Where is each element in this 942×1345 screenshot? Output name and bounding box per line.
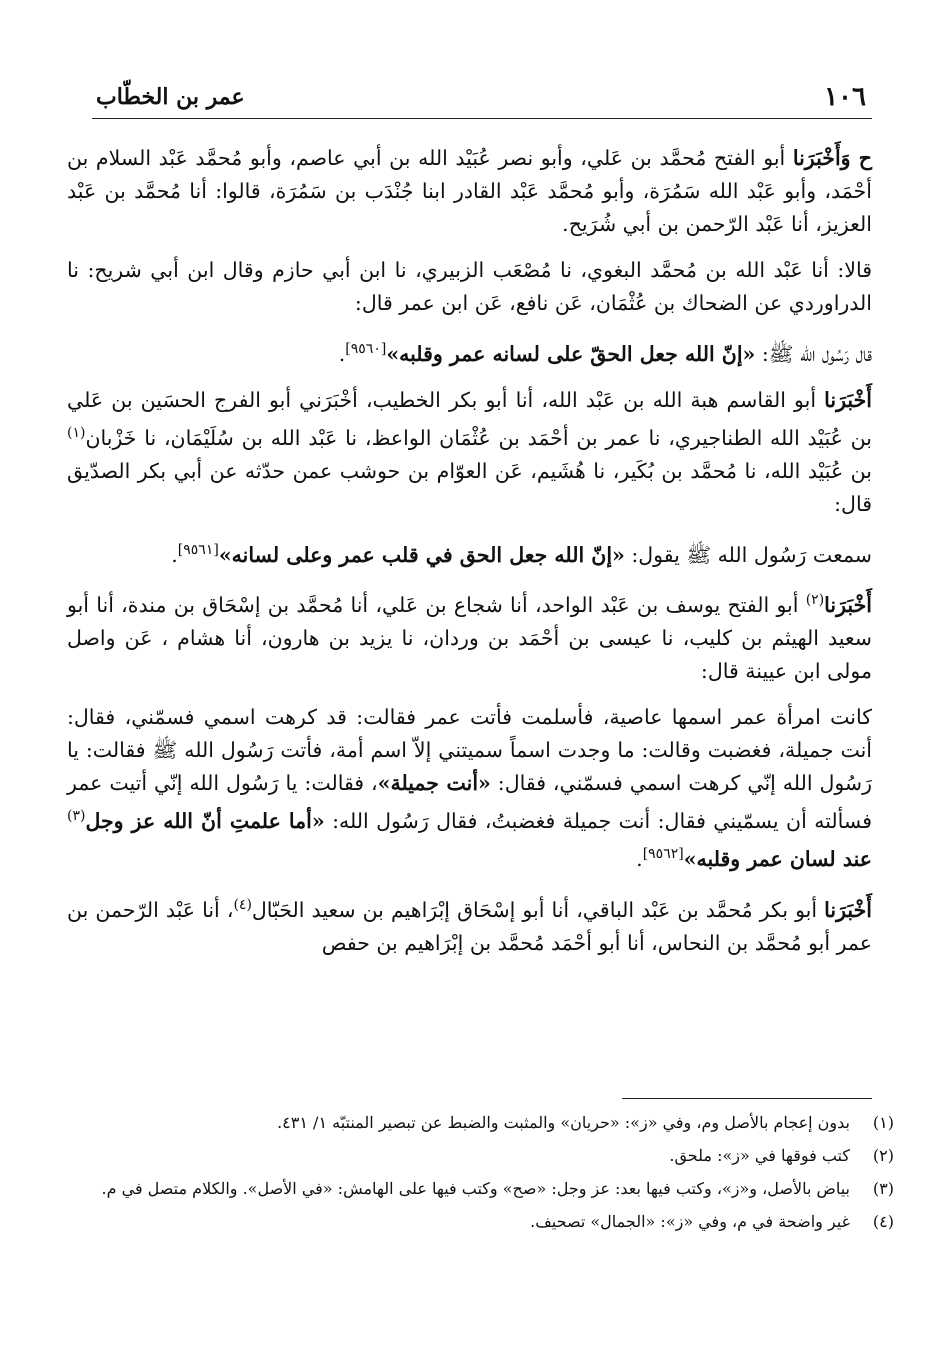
footnote-3 <box>84 1176 894 1201</box>
paragraph-end: . <box>636 846 643 871</box>
footnote-text: كتب فوقها في «ز»: ملحق. <box>669 1146 850 1165</box>
paragraph-text: قالا: أنا عَبْد الله بن مُحمَّد البغوي، نا مُصْعَب الزبيري، نا ابن أبي حازم وقال ابن أبي شريح: نا الدراوردي عن الضحاك بن عُثْمَان، عَن نافع، عَن ابن عمر قال: <box>67 258 872 315</box>
footnote-marker: (٤) <box>233 896 252 913</box>
footnote-text: بياض بالأصل، و«ز»، وكتب فيها بعد: عز وجل: «صح» وكتب فيها على الهامش: «في الأصل». والكلام متصل في م. <box>101 1179 850 1198</box>
footnote-4 <box>84 1209 894 1234</box>
hadith-number: [٩٥٦١] <box>177 541 219 558</box>
hadith-quote: «إنّ الله جعل الحقّ على لسانه عمر وقلبه» <box>386 341 756 366</box>
paragraph-1 <box>67 142 872 241</box>
paragraph-text-continued: ، أنا عَبْد الرّحمن بن عمر أبو مُحمَّد بن النحاس، أنا أبو أحْمَد مُحمَّد بن إبْرَاهيم بن حفص <box>67 897 872 955</box>
paragraph-5 <box>67 534 872 572</box>
main-text <box>67 142 872 973</box>
footnotes <box>84 1110 894 1242</box>
paragraph-4 <box>67 384 872 521</box>
hadith-number: [٩٥٦٢] <box>642 846 684 863</box>
paragraph-text-continued: ، فقالت: يا رَسُول الله إنّي أتيت عمر فسألته أن يسمّيني فقال: أنت جميلة فغضبتُ، فقال رَسُول الله: <box>67 771 873 834</box>
footnote-1 <box>84 1110 894 1135</box>
footnote-marker: (٣) <box>67 808 86 825</box>
paragraph-text: أبو القاسم هبة الله بن عَبْد الله، أنا أبو بكر الخطيب، أخْبَرَني أبو الفرج الحسَين بن عَلي بن عُبَيْد الله الطناجيري، نا عمر بن أحْمَد بن عُثْمَان الواعظ، نا عَبْد الله بن سُلَيْمَان، نا خَزْبان <box>67 387 872 450</box>
page-number: ١٠٦ <box>824 82 866 112</box>
paragraph-end: . <box>338 341 346 366</box>
paragraph-text: قال رَسُول الله ﷺ: <box>755 341 872 366</box>
hadith-quote: «أما علمتِ أنّ الله عز وجل <box>85 809 325 834</box>
paragraph-2 <box>67 254 872 320</box>
paragraph-text: سمعت رَسُول الله ﷺ يقول: <box>624 542 872 567</box>
footnote-text: غير واضحة في م، وفي «ز»: «الجمال» تصحيف. <box>530 1212 850 1231</box>
isnad-lead: أَخْبَرَنا <box>824 387 872 412</box>
paragraph-text: أبو الفتح يوسف بن عَبْد الواحد، أنا شجاع بن عَلي، أنا مُحمَّد بن إسْحَاق بن مندة، أنا أبو سعيد الهيثم بن كليب، نا عيسى بن أحْمَد بن وردان، نا يزيد بن هارون، أنا هشام ، عَن واصل مولى ابن عيينة قال: <box>67 593 872 684</box>
footnote-text: بدون إعجام بالأصل وم، وفي «ز»: «حريان» والمثبت والضبط عن تبصير المنتبّه ١/ ٤٣١. <box>277 1113 850 1132</box>
book-title: عمر بن الخطّاب <box>96 84 245 110</box>
hadith-number: [٩٥٦٠] <box>345 341 387 357</box>
paragraph-7 <box>67 701 872 876</box>
paragraph-8 <box>67 889 872 960</box>
hadith-quote: «إنّ الله جعل الحق في قلب عمر وعلى لسانه» <box>218 542 625 567</box>
paragraph-3 <box>67 333 872 371</box>
footnote-number: (٢) <box>872 1146 894 1165</box>
paragraph-6 <box>67 584 872 688</box>
paragraph-text: أبو بكر مُحمَّد بن عَبْد الباقي، أنا أبو إسْحَاق إبْرَاهيم بن سعيد الحَبّال <box>251 897 825 922</box>
footnote-number: (١) <box>872 1113 894 1132</box>
footnote-number: (٣) <box>872 1179 894 1198</box>
footnote-marker: (٢) <box>805 592 825 609</box>
footnote-marker: (١) <box>67 424 86 441</box>
footnote-2 <box>84 1143 894 1168</box>
paragraph-text-continued: بن عُبَيْد الله، نا مُحمَّد بن بُكَير، نا هُشَيم، عَن العوّام بن حوشب عمن حدّثه عن أبي بكر الصدّيق قال: <box>67 458 872 516</box>
hadith-quote-end: عند لسان عمر وقلبه» <box>683 846 872 871</box>
isnad-lead: أَخْبَرَنا <box>824 593 872 618</box>
footnote-separator <box>622 1098 872 1099</box>
isnad-lead: ح وَأَخْبَرَنا <box>792 146 872 170</box>
footnote-number: (٤) <box>872 1212 894 1231</box>
isnad-lead: أَخْبَرَنا <box>824 897 872 922</box>
paragraph-text: أبو الفتح مُحمَّد بن عَلي، وأبو نصر عُبَيْد الله بن أبي عاصم، وأبو مُحمَّد عَبْد السلام بن أحْمَد، وأبو عَبْد الله سَمُرَة، وأبو مُحمَّد عَبْد القادر ابنا جُنْدَب بن سَمُرَة، قالوا: أنا مُحمَّد بن عَبْد العزيز، أنا عَبْد الرّحمن بن أبي شُرَيح. <box>67 146 872 236</box>
paragraph-end: . <box>171 542 178 567</box>
hadith-quote: «أنت جميلة» <box>377 771 491 796</box>
paragraph-text: كانت امرأة عمر اسمها عاصية، فأسلمت فأتت عمر فقالت: قد كرهت اسمي فسمّني، فقال: أنت جميلة، فغضبت وقالت: ما وجدت اسماً سميتني إلاّ اسم أمة، فأتت رَسُول الله ﷺ فقالت: يا رَسُول الله إنّي كرهت اسمي فسمّني، فقال: <box>67 705 873 796</box>
running-header <box>92 78 872 119</box>
